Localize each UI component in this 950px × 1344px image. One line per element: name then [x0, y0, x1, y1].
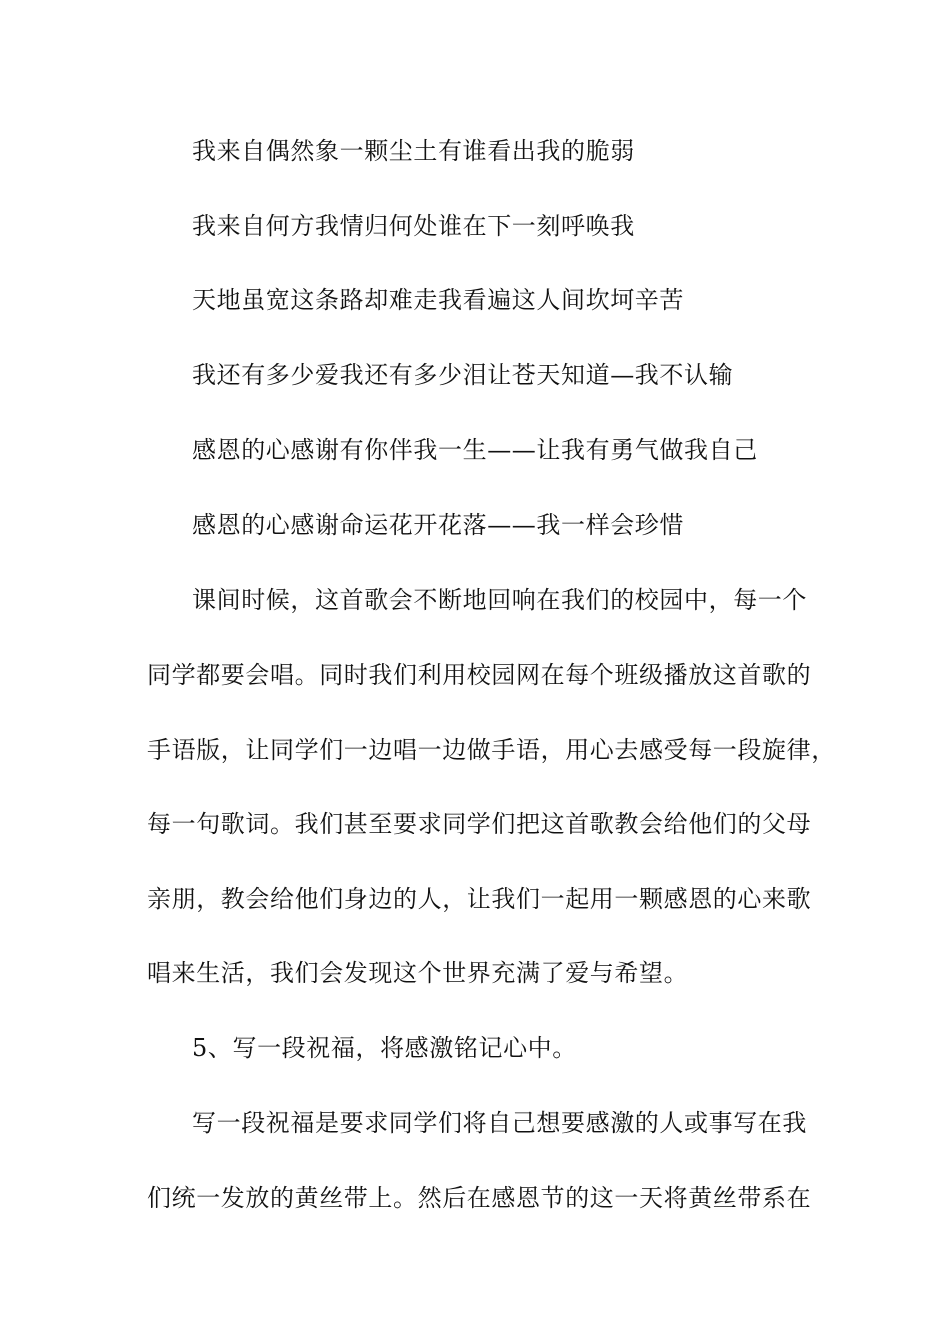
lyric-line-6: 感恩的心感谢命运花开花落——我一样会珍惜 [192, 511, 684, 539]
lyric-line-3: 天地虽宽这条路却难走我看遍这人间坎坷辛苦 [192, 286, 684, 314]
paragraph-1-line-5: 亲朋，教会给他们身边的人，让我们一起用一颗感恩的心来歌 [147, 885, 812, 913]
paragraph-2-line-2: 们统一发放的黄丝带上。然后在感恩节的这一天将黄丝带系在 [147, 1184, 812, 1212]
paragraph-1-line-1: 课间时候，这首歌会不断地回响在我们的校园中，每一个 [192, 586, 807, 614]
lyric-line-4: 我还有多少爱我还有多少泪让苍天知道—我不认输 [192, 361, 734, 389]
lyric-line-5: 感恩的心感谢有你伴我一生——让我有勇气做我自己 [192, 436, 758, 464]
section-heading-5: 5、写一段祝福，将感激铭记心中。 [192, 1034, 577, 1062]
lyric-line-2: 我来自何方我情归何处谁在下一刻呼唤我 [192, 212, 635, 240]
lyric-line-1: 我来自偶然象一颗尘土有谁看出我的脆弱 [192, 137, 635, 165]
paragraph-1-line-2: 同学都要会唱。同时我们利用校园网在每个班级播放这首歌的 [147, 661, 812, 689]
paragraph-1-line-4: 每一句歌词。我们甚至要求同学们把这首歌教会给他们的父母 [147, 810, 812, 838]
paragraph-1-line-3: 手语版，让同学们一边唱一边做手语，用心去感受每一段旋律， [147, 736, 836, 764]
paragraph-1-line-6: 唱来生活，我们会发现这个世界充满了爱与希望。 [147, 959, 689, 987]
paragraph-2-line-1: 写一段祝福是要求同学们将自己想要感激的人或事写在我 [192, 1109, 807, 1137]
